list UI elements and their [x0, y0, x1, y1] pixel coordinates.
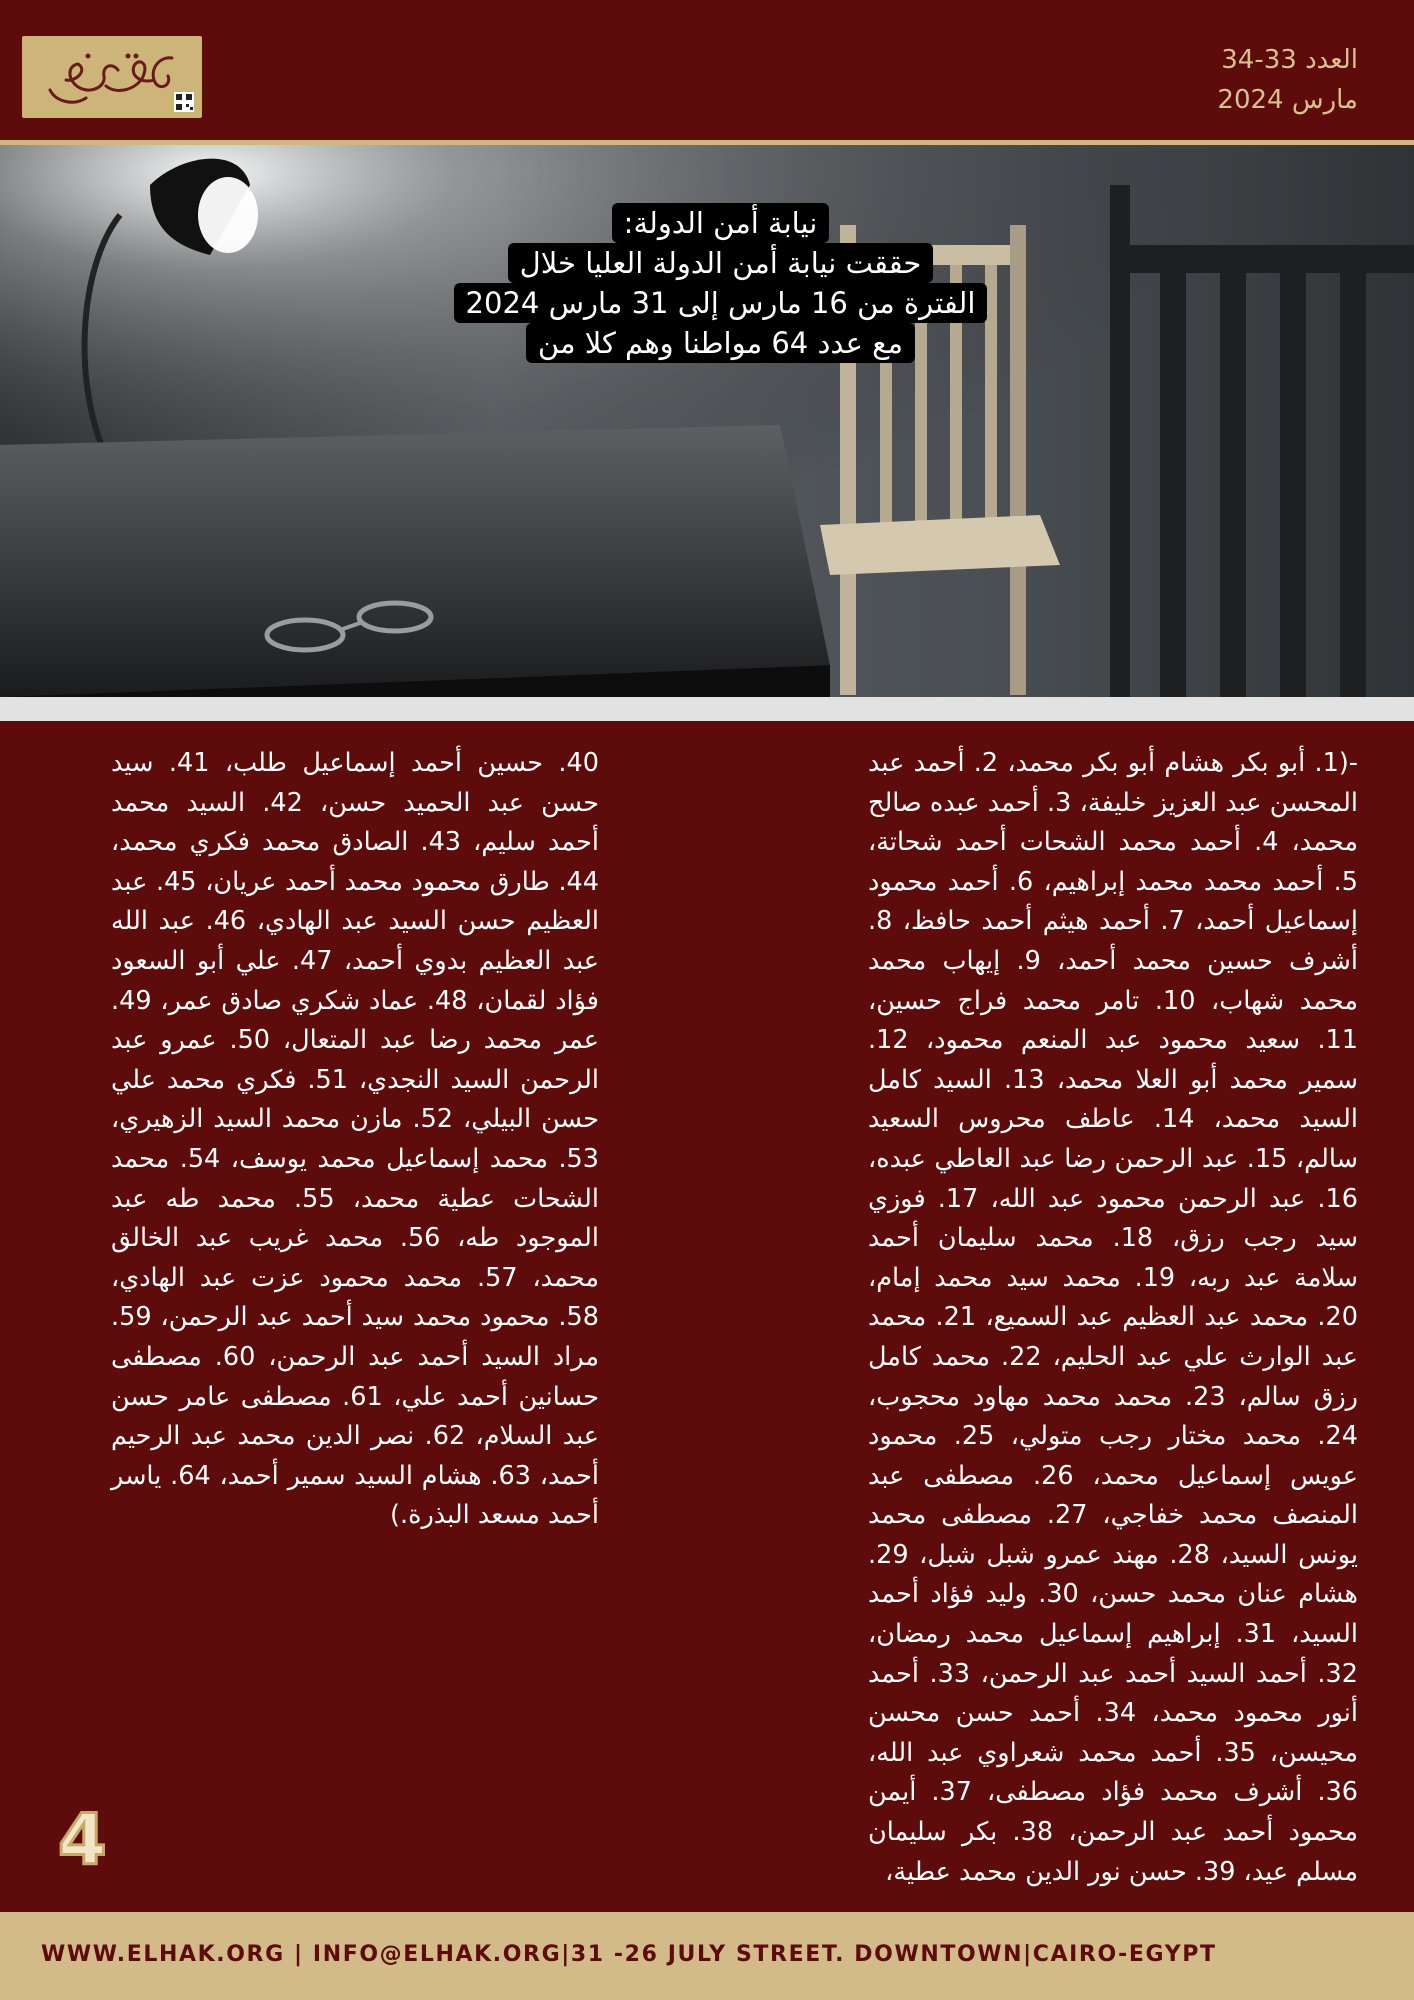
body-column-left: 40. حسين أحمد إسماعيل طلب، 41. سيد حسن عبد الحميد حسن، 42. السيد محمد أحمد سليم، 43. الصادق محمد فكري محمد، 44. طارق محمود محمد أحمد عريان، 45. عبد العظيم حسن السيد عبد الهادي، 46. عبد الله عبد العظيم بدوي أحمد، 47. علي أبو السعود فؤاد لقمان، 48. عماد شكري صادق عمر، 49. عمر محمد رضا عبد المتعال، 50. عمرو عبد الرحمن السيد النجدي، 51. فكري محمد علي حسن البيلي، 52. مازن محمد السيد الزهيري، 53. محمد إسماعيل محمد يوسف، 54. محمد الشحات عطية محمد، 55. محمد طه عبد الموجود طه، 56. محمد غريب عبد الخالق محمد، 57. محمد محمود عزت عبد الهادي، 58. محمود محمد سيد أحمد عبد الرحمن، 59. مراد السيد أحمد عبد الرحمن، 60. مصطفى حسانين أحمد علي، 61. مصطفى عامر حسن عبد السلام، 62. نصر الدين محمد عبد الرحيم أحمد، 63. هشام السيد سمير أحمد، 64. ياسر أحمد مسعد البذرة.) — [111, 748, 600, 1531]
headline-line: حققت نيابة أمن الدولة العليا خلال — [508, 243, 934, 283]
headline-line: مع عدد 64 مواطنا وهم كلا من — [526, 323, 915, 363]
hero-headline — [397, 203, 1044, 363]
headline-line: الفترة من 16 مارس إلى 31 مارس 2024 — [454, 283, 988, 323]
page-header — [0, 0, 1414, 140]
logo — [22, 36, 202, 118]
body-column-right: -(1. أبو بكر هشام أبو بكر محمد، 2. أحمد عبد المحسن عبد العزيز خليفة، 3. أحمد عبده صالح محمد، 4. أحمد محمد الشحات أحمد شحاتة، 5. أحمد محمد محمد إبراهيم، 6. أحمد محمود إسماعيل أحمد، 7. أحمد هيثم أحمد حافظ، 8. أشرف حسين محمد أحمد، 9. إيهاب محمد محمد شهاب، 10. تامر محمد فراج حسين، 11. سعيد محمود عبد المنعم محمود، 12. سمير محمد أبو العلا محمد، 13. السيد كامل السيد محمد، 14. عاطف محروس السعيد سالم، 15. عبد الرحمن رضا عبد العاطي عبده، 16. عبد الرحمن محمود عبد الله، 17. فوزي سيد رجب رزق، 18. محمد سليمان أحمد سلامة عبد ربه، 19. محمد سيد محمد إمام، 20. محمد عبد العظيم عبد السميع، 21. محمد عبد الوارث علي عبد الحليم، 22. محمد كامل رزق سالم، 23. محمد محمد مهاود محجوب، 24. محمد مختار رجب متولي، 25. محمود عويس إسماعيل محمد، 26. مصطفى عبد المنصف محمد خفاجي، 27. مصطفى محمد يونس السيد، 28. مهند عمرو شبل شبل، 29. هشام عنان محمد حسن، 30. وليد فؤاد أحمد السيد، 31. إبراهيم إسماعيل محمد رمضان، 32. أحمد السيد أحمد عبد الرحمن، 33. أحمد أنور محمود محمد، 34. أحمد حسن محسن محيسن، 35. أحمد محمد شعراوي عبد الله، 36. أشرف محمد فؤاد مصطفى، 37. أيمن محمود أحمد عبد الرحمن، 38. بكر سليمان مسلم عيد، 39. حسن نور الدين محمد عطية، — [868, 748, 1359, 1887]
footer-contact-text: WWW.ELHAK.ORG | INFO@ELHAK.ORG|31 -26 JULY STREET. DOWNTOWN|CAIRO-EGYPT — [41, 1942, 1217, 1967]
logo-calligraphy-icon — [22, 36, 202, 118]
headline-line: نيابة أمن الدولة: — [612, 203, 830, 243]
issue-number: العدد 33-34 — [1221, 45, 1358, 75]
issue-info — [1217, 40, 1358, 120]
page-number: 4 — [58, 1799, 107, 1881]
page-footer — [0, 1912, 1414, 2000]
image-divider — [0, 697, 1414, 721]
issue-date: مارس 2024 — [1217, 85, 1358, 115]
